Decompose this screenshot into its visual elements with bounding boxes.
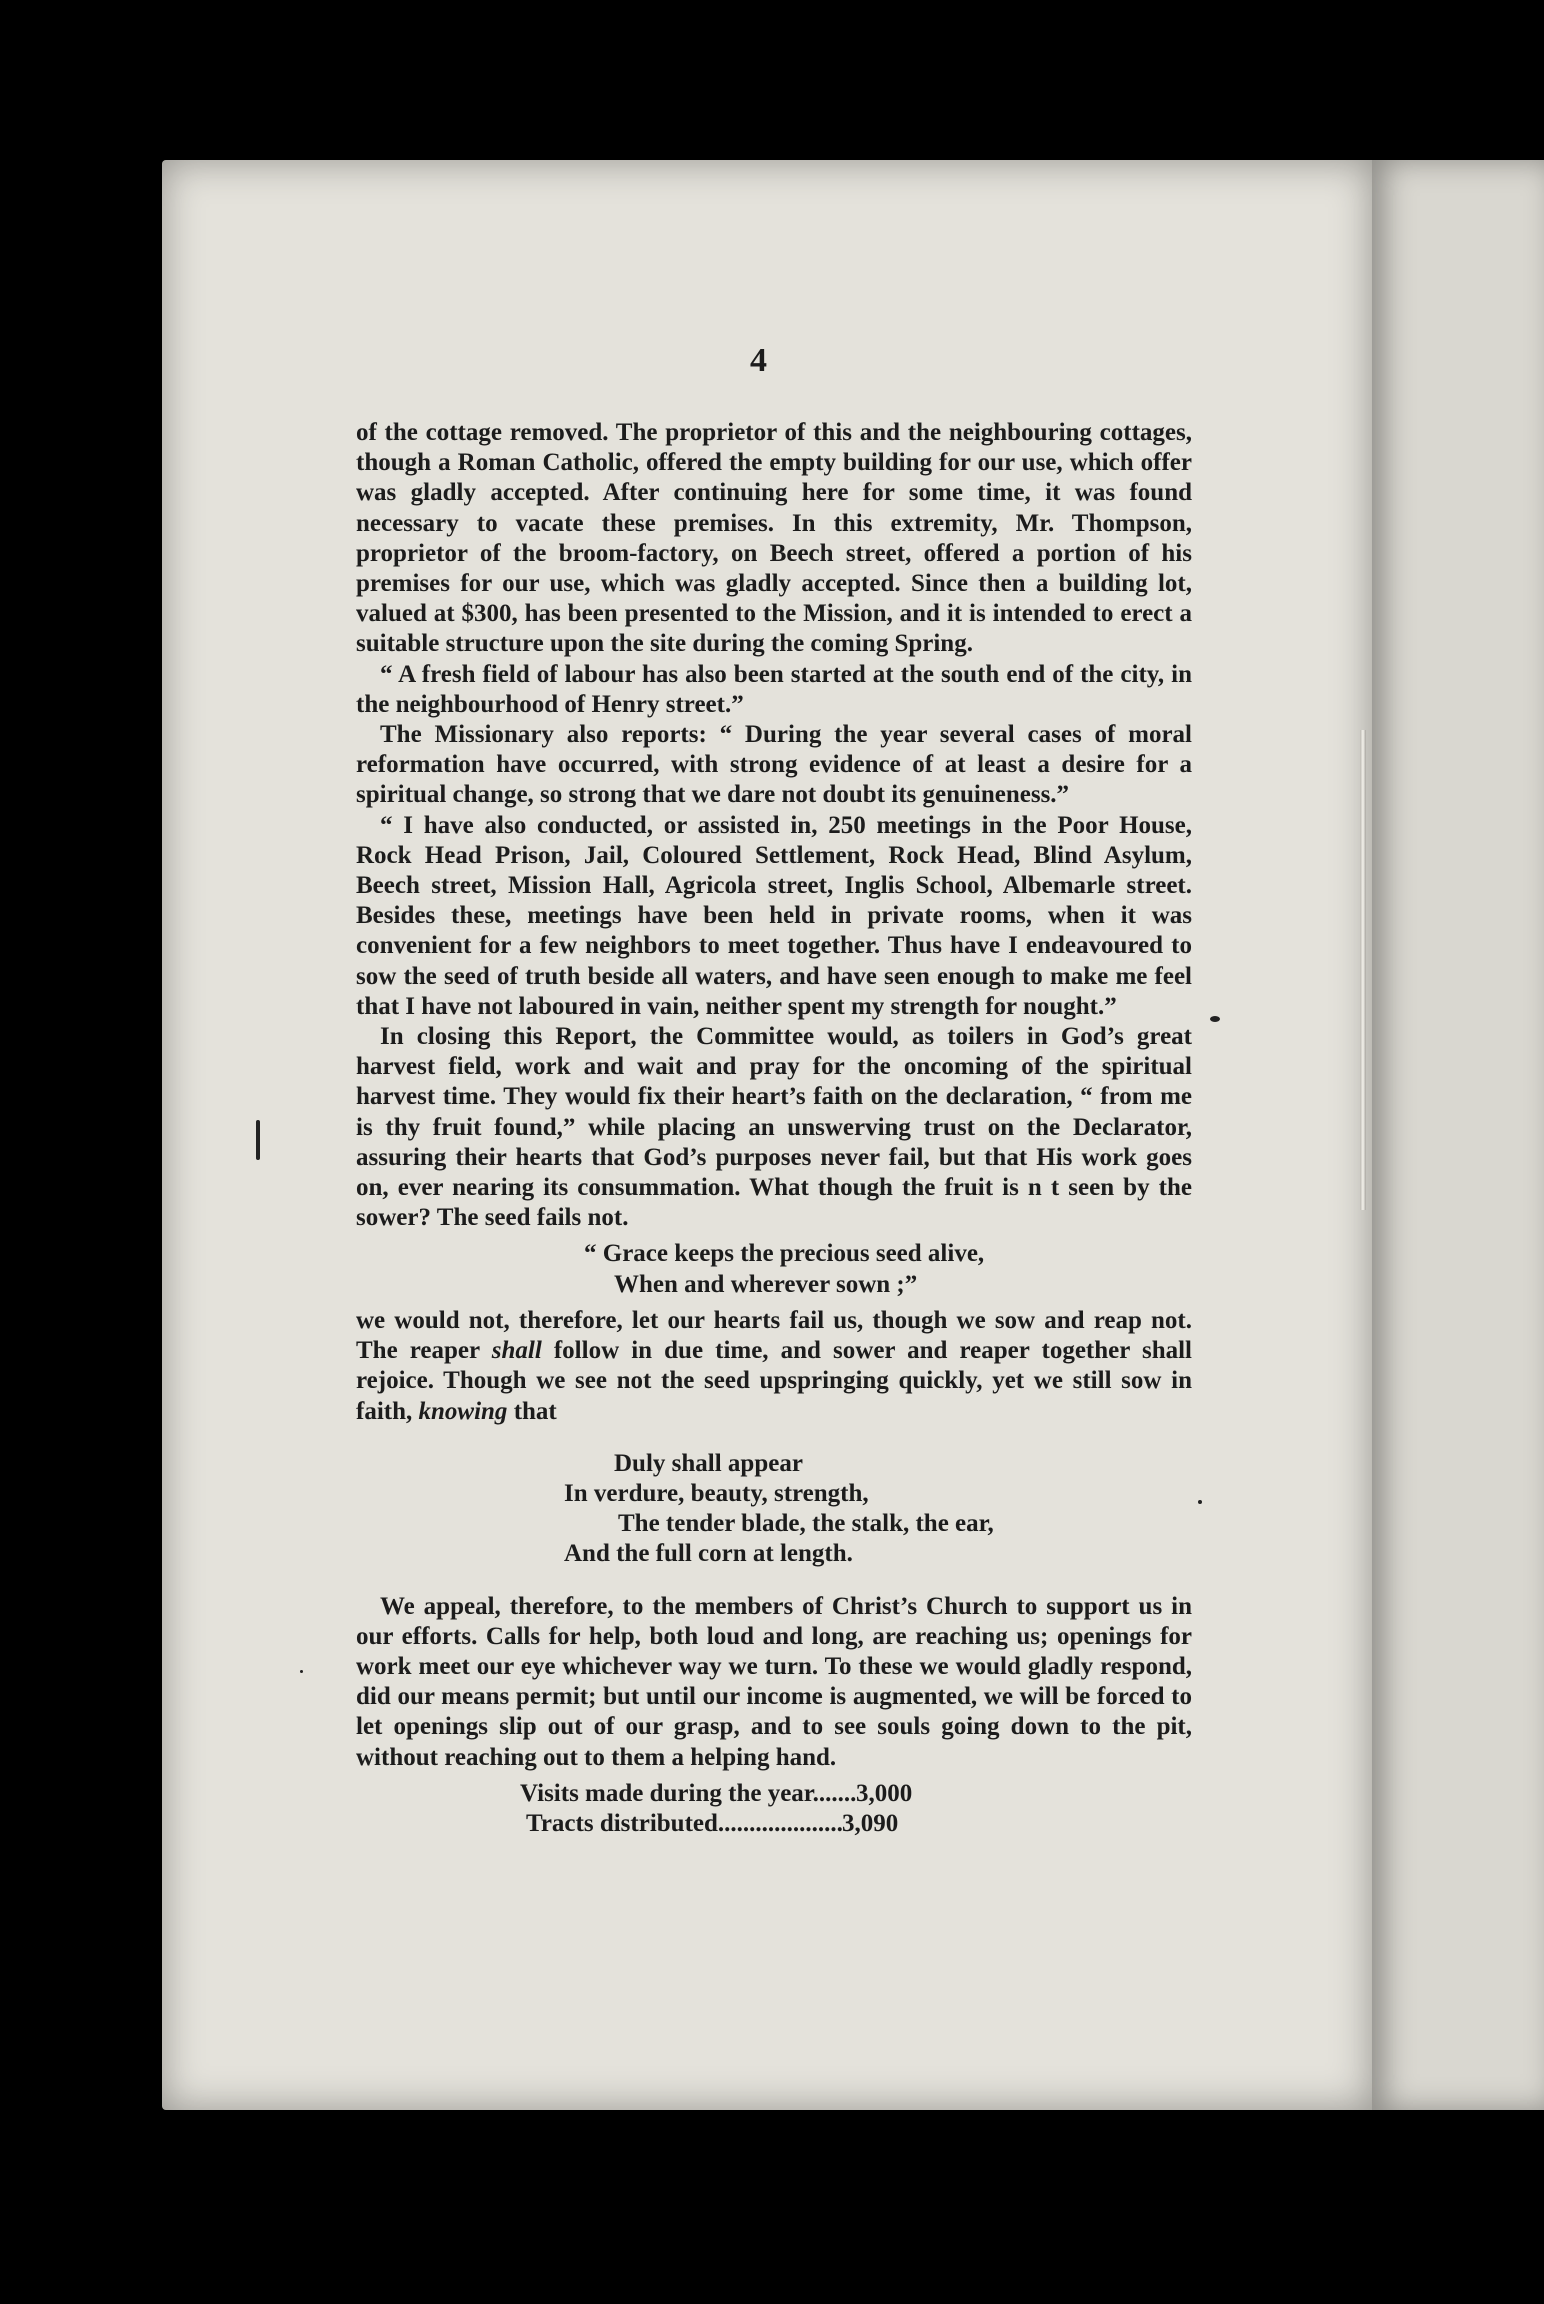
facing-page-edge — [1372, 160, 1544, 2110]
verse-line: When and wherever sown ;” — [614, 1270, 918, 1298]
paragraph: We appeal, therefore, to the members of Christ’s Church to support us in our efforts. Calls for help, both loud and long, are reaching us; openings for work meet our eye whichever way we turn. To these we would gladly respond, did our means permit; but until our income is augmented, we will be forced to let openings slip out of our grasp, and to see souls going down to the pit, without reaching out to them a helping hand. — [356, 1592, 1192, 1771]
stat-label: Tracts distributed ..... — [520, 1809, 842, 1839]
verse-line: Duly shall appear — [614, 1449, 803, 1477]
verse-line: And the full corn at length. — [564, 1540, 853, 1568]
scan-mark — [300, 1670, 303, 1673]
paragraph: “ I have also conducted, or assisted in, 250 meetings in the Poor House, Rock Head Prison, Jail, Coloured Settlement, Rock Head, Blind Asylum, Beech street, Mission Hall, Agricola street, Inglis School, Albemarle street. Besides these, meetings have been held in private rooms, when it was convenient for a few neighbors to meet together. Thus have I endeavoured to sow the seed of truth beside all waters, and have seen enough to make me feel that I have not laboured in vain, neither spent my strength for nought.” — [356, 811, 1192, 1020]
scan-mark — [1198, 1500, 1202, 1504]
scan-mark — [1210, 1016, 1220, 1022]
paragraph: The Missionary also reports: “ During the year several cases of moral reformation have occurred, with strong evidence of at least a desire for a spiritual change, so strong that we dare not doubt its genuineness.” — [356, 721, 1192, 809]
paragraph: In closing this Report, the Committee would, as toilers in God’s great harvest field, work and wait and pray for the oncoming of the spiritual harvest time. They would fix their heart’s faith on the declaration, “ from me is thy fruit found,” while placing an unswerving trust on the Declarator, assuring their hearts that God’s purposes never fail, but that His work goes on, ever nearing its consummation. What though the fruit is n t seen by the sower? The seed fails not. — [356, 1023, 1192, 1232]
statistics — [356, 1779, 1192, 1839]
paragraph — [356, 1306, 1192, 1427]
verse-line: The tender blade, the stalk, the ear, — [618, 1510, 994, 1538]
text-run: follow in due time, and sower and reaper together shall rejoice. Though we see not the seed upspringing quickly, yet we still sow in faith, — [356, 1337, 1192, 1425]
text-run: we would not, therefore, let our hearts fail us, though we sow and reap not. The reaper — [356, 1306, 1192, 1365]
verse-quote — [356, 1239, 1192, 1299]
stat-row — [520, 1809, 1192, 1839]
stat-value: 3,090 — [842, 1809, 899, 1837]
verse-line: “ Grace keeps the precious seed alive, — [584, 1240, 985, 1268]
stat-row — [520, 1779, 1192, 1809]
italic-text: shall — [491, 1337, 542, 1365]
italic-text: knowing — [418, 1397, 508, 1425]
text-run: that — [507, 1397, 557, 1425]
page-fold — [1360, 730, 1366, 1210]
stat-label: Visits made during the year ..... — [520, 1779, 856, 1809]
paragraph: “ A fresh field of labour has also been started at the south end of the city, in the neighbourhood of Henry street.” — [356, 660, 1192, 718]
stat-value: 3,000 — [856, 1779, 913, 1807]
scan-mark — [256, 1120, 260, 1160]
paragraph: of the cottage removed. The proprietor of this and the neighbouring cottages, though a Roman Catholic, offered the empty building for our use, which offer was gladly accepted. After continuing here for some time, it was found necessary to vacate these premises. In this extremity, Mr. Thompson, proprietor of the broom-factory, on Beech street, offered a portion of his premises for our use, which was gladly accepted. Since then a building lot, valued at $300, has been presented to the Mission, and it is intended to erect a suitable structure upon the site during the coming Spring. — [356, 419, 1192, 658]
page-number: 4 — [750, 342, 767, 379]
verse-line: In verdure, beauty, strength, — [564, 1479, 869, 1507]
verse-quote — [356, 1449, 1192, 1570]
page-body — [356, 418, 1192, 1839]
